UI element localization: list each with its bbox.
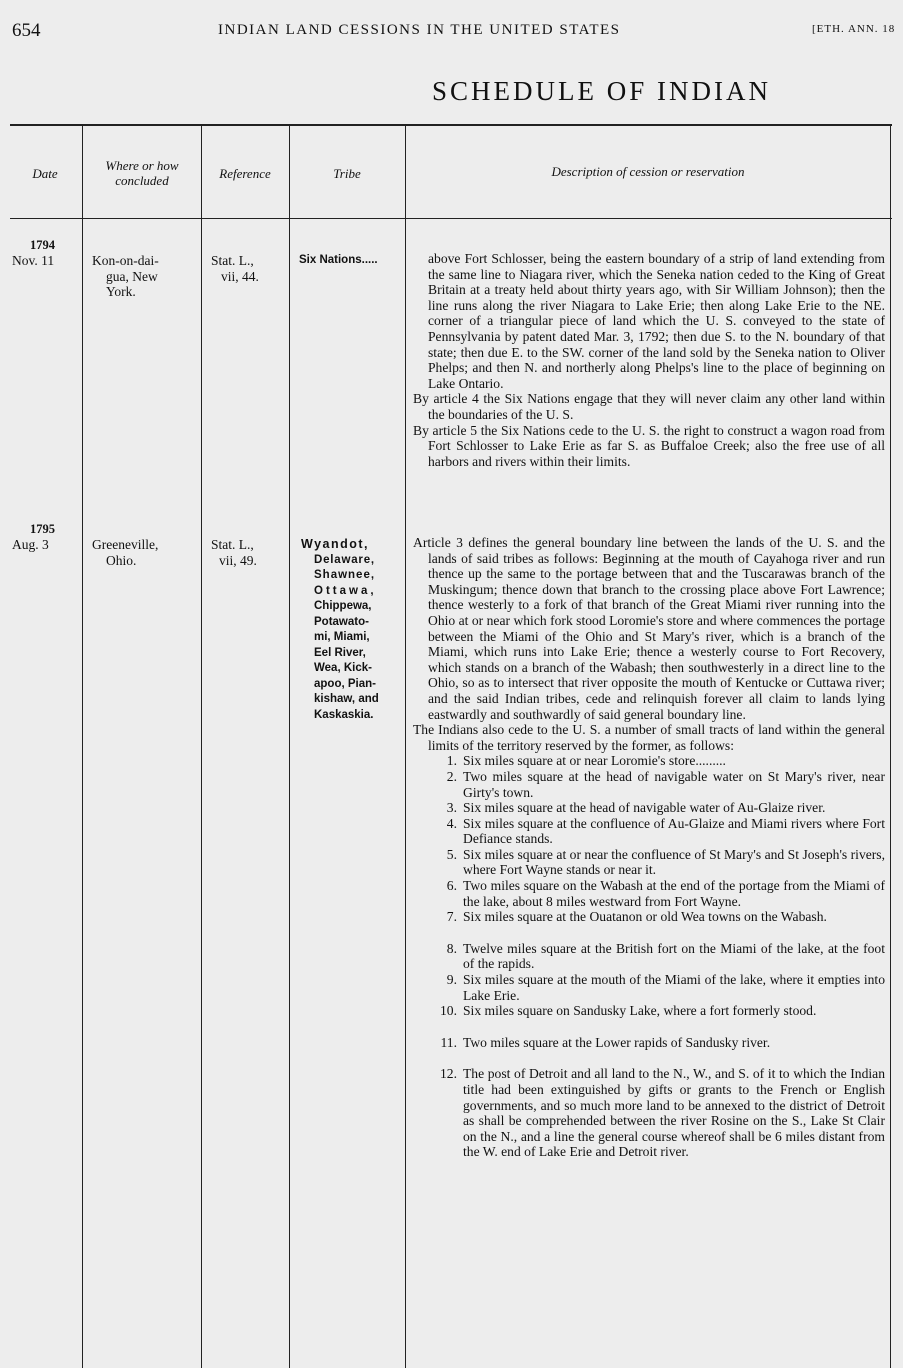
tract-number: 11. [440, 1034, 457, 1050]
entry-2-tribe-line: Chippewa, [314, 600, 372, 612]
entry-1-paragraph: above Fort Schlosser, being the eastern boundary of a strip of land extending from the same line to Niagara river, which the Seneka nation ceded to the King of Great Britain at a treaty held about thirty years ago, with Sir William Johnson); then the line runs along the river Niagara to Lake Erie; then along Lake Erie to the NE. corner of a triangular piece of land which the U. S. conveyed to the state of Pennsylvania by patent dated Mar. 3, 1792; then due S. to the N. boundary of that state; then due E. to the SW. corner of the land sold by the Seneka nation to Oliver Phelps; and then N. and northerly along Phelps's line to the place of beginning on Lake Ontario. [428, 251, 885, 391]
entry-2-tribe-line: apoo, Pian- [314, 677, 376, 690]
entry-1-date: Nov. 11 [12, 253, 55, 268]
tract-number: 2. [446, 768, 457, 784]
report-tag: [ETH. ANN. 18 [812, 23, 896, 35]
tract-item [413, 816, 885, 847]
tract-item [413, 769, 885, 800]
tract-number: 9. [446, 972, 457, 988]
entry-2-date: Aug. 3 [12, 537, 49, 552]
entry-2-tribe-line: kishaw, and [314, 693, 379, 705]
tract-number: 5. [446, 846, 457, 862]
entry-2-tribe-line: Wyandot, [301, 537, 370, 551]
entry-2-tribe-line: Kaskaskia. [314, 708, 374, 721]
table-top-rule [10, 124, 892, 126]
tract-number: 4. [446, 815, 457, 831]
column-header-description: Description of cession or reservation [551, 164, 745, 179]
tract-item [413, 800, 885, 816]
entry-2-tribe-line: Eel River, [314, 646, 366, 659]
tract-item [413, 753, 885, 769]
tract-text: Six miles square at the mouth of the Miami of the lake, where it empties into Lake Erie. [463, 972, 885, 1003]
entry-1-where-line: gua, New [106, 268, 158, 284]
column-header-reference: Reference [219, 166, 271, 181]
entry-2-paragraph: The Indians also cede to the U. S. a number of small tracts of land within the general limits of the territory reserved by the former, as follows: [413, 722, 885, 753]
tract-text: Six miles square at the head of navigable water of Au-Glaize river. [463, 800, 826, 816]
entry-1-reference-line: vii, 44. [221, 268, 259, 284]
column-header-date: Date [32, 166, 58, 181]
tract-item [413, 1035, 885, 1051]
entry-2-description [413, 535, 885, 1160]
tract-number: 3. [446, 800, 457, 816]
entry-2-year: 1795 [30, 522, 55, 536]
entry-2-tribe-line: Shawnee, [314, 569, 376, 581]
tract-text: Six miles square at the confluence of Au-Glaize and Miami rivers where Fort Defiance stands. [463, 815, 885, 847]
entry-2-reference-line: vii, 49. [219, 552, 257, 568]
entry-1-where-line: Kon-on-dai- [92, 253, 159, 268]
tract-text: Two miles square on the Wabash at the end of the portage from the Miami of the lake, about 8 miles westward from Fort Wayne. [463, 878, 885, 909]
tract-text: Six miles square at or near Loromie's store......... [463, 753, 726, 769]
tract-item [413, 1066, 885, 1160]
tract-number: 7. [446, 909, 457, 925]
schedule-title: SCHEDULE OF INDIAN [432, 76, 771, 106]
entry-2-where-line: Ohio. [106, 552, 137, 568]
entry-2-tribe-line: Potawato- [314, 615, 369, 628]
entry-2-tribe-line: mi, Miami, [314, 631, 370, 643]
tract-text: Six miles square at or near the confluence of St Mary's and St Joseph's rivers, where Fort Wayne stands or near it. [463, 846, 885, 878]
tract-item [413, 941, 885, 972]
column-divider-3 [289, 124, 290, 1368]
tract-number: 8. [446, 940, 457, 956]
tract-number: 12. [440, 1066, 457, 1082]
column-header-where: Where or how concluded [105, 158, 179, 188]
tract-number: 1. [446, 753, 457, 769]
tract-text: The post of Detroit and all land to the N., W., and S. of it to which the Indian title had been extinguished by gifts or grants to the French or English governments, and so much more land to be annexed to the district of Detroit as shall be comprehended between the river Rosine on the S., Lake St Clair on the N., and a line the general course whereof shall be 6 miles distant from the W. end of Lake Erie and Detroit river. [463, 1066, 885, 1160]
entry-1-paragraph: By article 4 the Six Nations engage that they will never claim any other land within the boundaries of the U. S. [413, 391, 885, 422]
entry-1-tribe [299, 253, 403, 269]
entry-1-reference [211, 253, 287, 284]
entry-1-reference-line: Stat. L., [211, 253, 254, 268]
column-divider-4 [405, 124, 406, 1368]
tract-number: 6. [446, 878, 457, 894]
entry-1-where [92, 253, 200, 300]
table-right-border [890, 124, 891, 1368]
tract-text: Two miles square at the Lower rapids of Sandusky river. [463, 1034, 771, 1050]
entry-1-year: 1794 [30, 238, 55, 252]
entry-2-tribe [301, 537, 405, 723]
running-title: INDIAN LAND CESSIONS IN THE UNITED STATES [218, 22, 621, 38]
entry-1-where-line: York. [106, 284, 136, 299]
page-number: 654 [12, 20, 41, 41]
entry-2-tribe-line: Ottawa, [314, 584, 377, 597]
table-header-rule [10, 218, 892, 219]
entry-2-where [92, 537, 200, 568]
entry-2-where-line: Greeneville, [92, 537, 159, 552]
column-header-tribe: Tribe [333, 166, 361, 181]
entry-1-description [413, 251, 885, 469]
entry-2-tribe-line: Delaware, [314, 553, 375, 566]
entry-2-reference-line: Stat. L., [211, 537, 254, 552]
column-divider-2 [201, 124, 202, 1368]
tract-item [413, 1003, 885, 1019]
tract-text: Twelve miles square at the British fort on the Miami of the lake, at the foot of the rapids. [463, 940, 885, 972]
tract-item [413, 847, 885, 878]
tract-item [413, 878, 885, 909]
column-divider-1 [82, 124, 83, 1368]
tract-text: Two miles square at the head of navigable water on St Mary's river, near Girty's town. [463, 768, 885, 800]
tract-item [413, 972, 885, 1003]
tract-number: 10. [440, 1003, 457, 1019]
tract-text: Six miles square on Sandusky Lake, where a fort formerly stood. [463, 1003, 817, 1019]
entry-1-paragraph: By article 5 the Six Nations cede to the U. S. the right to construct a wagon road from Fort Schlosser to Lake Erie as far S. as Buffaloe Creek; also the free use of all harbors and rivers within their limits. [413, 422, 885, 469]
entry-2-paragraph: Article 3 defines the general boundary line between the lands of the U. S. and the lands of said tribes as follows: Beginning at the mouth of Cayahoga river and run thence up the same to the portage between that and the Tuscarawas branch of the Muskingum; thence down that branch to the crossing place above Fort Lawrence; thence westerly to a fork of that branch of the Great Miami river running into the Ohio at or near which fork stood Loromie's store and where commences the portage between the Miami of the Ohio and St Mary's river, which is a branch of the Miami, which runs into Lake Erie; thence a westerly course to Fort Recovery, which stands on a branch of the Wabash; then southwesterly in a direct line to the Ohio, so as to intersect that river opposite the mouth of Kentucke or Cuttawa river; and the said Indian tribes, cede and relinquish forever all claim to lands lying eastwardly and southwardly of said general boundary line. [413, 535, 885, 722]
tract-item [413, 909, 885, 925]
entry-1-tribe-line: Six Nations..... [299, 254, 378, 266]
entry-2-reference [211, 537, 287, 568]
tract-list [413, 753, 885, 1160]
tract-text: Six miles square at the Ouatanon or old Wea towns on the Wabash. [463, 909, 827, 925]
entry-2-tribe-line: Wea, Kick- [314, 662, 372, 674]
